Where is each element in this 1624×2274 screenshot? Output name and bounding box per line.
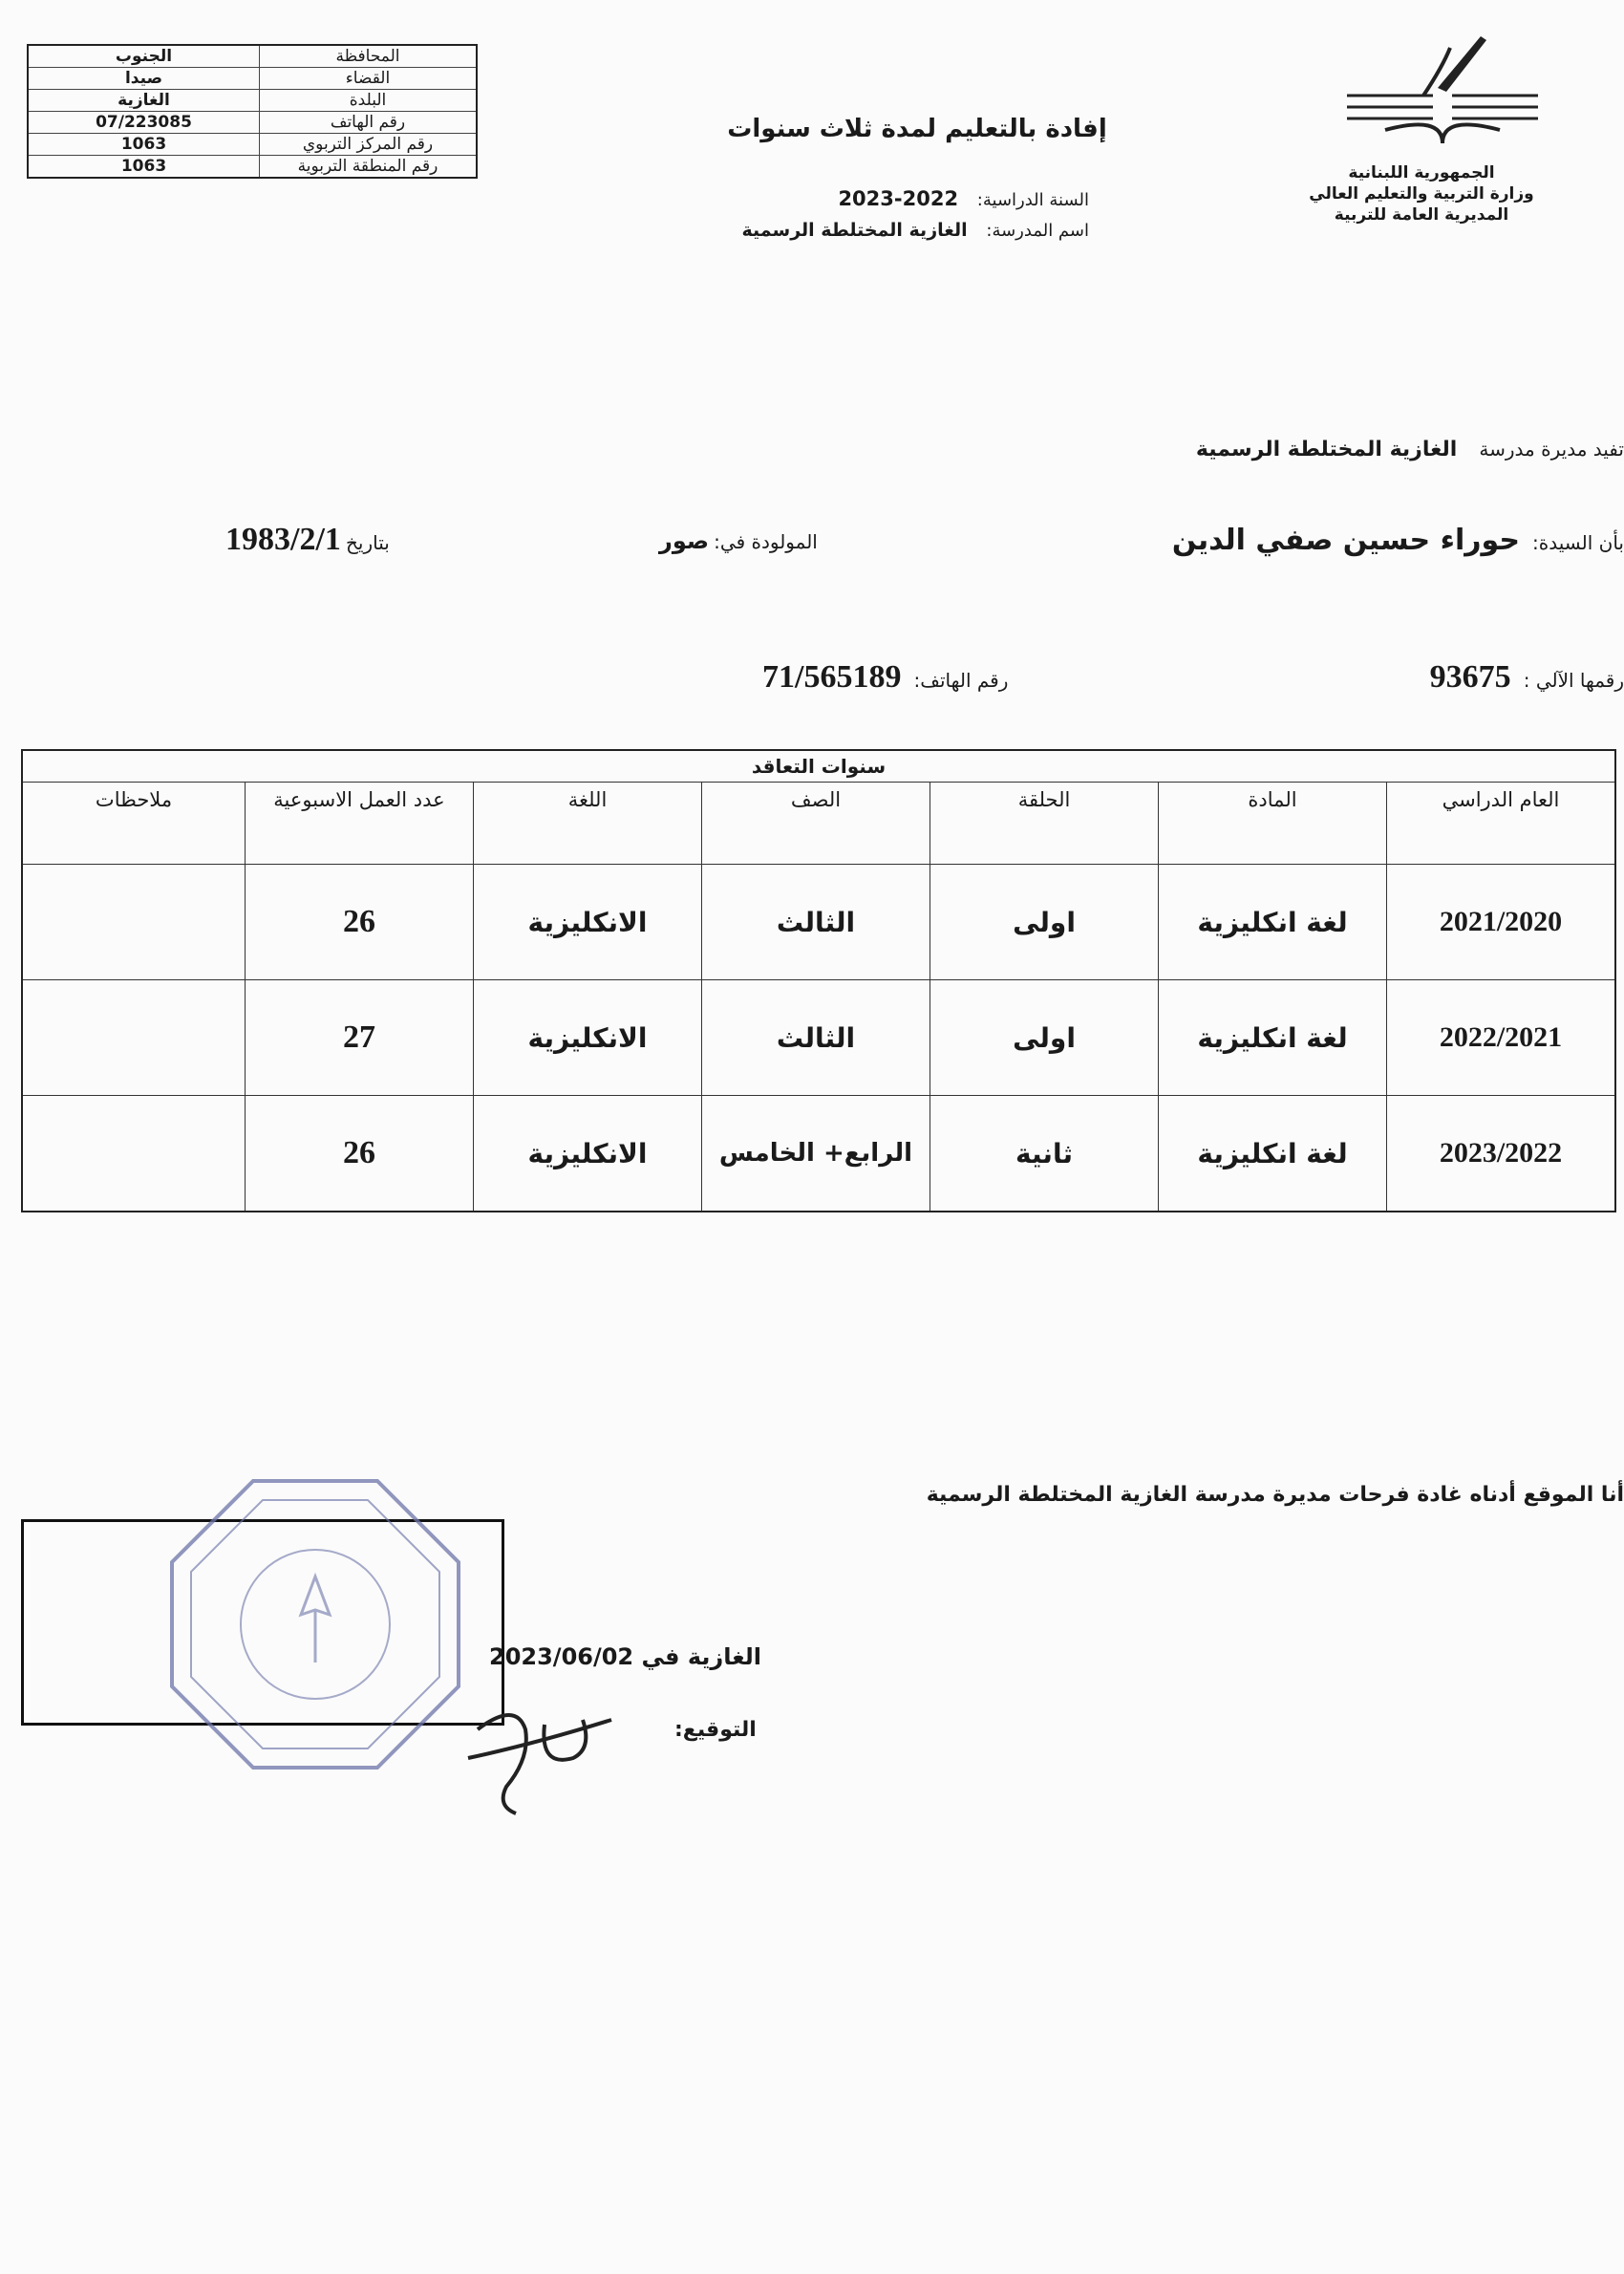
info-value: الجنوب [28, 45, 260, 68]
cell-weekly-hours: 26 [246, 865, 474, 980]
phone-line [762, 659, 1008, 696]
info-row [28, 112, 477, 134]
directorate-name: المديرية العامة للتربية [1334, 205, 1509, 225]
cell-weekly-hours: 26 [246, 1096, 474, 1212]
school-name-line [659, 220, 1089, 241]
cell-year: 2022/2021 [1387, 980, 1616, 1096]
cell-notes [22, 980, 246, 1096]
cell-cycle: اولى [930, 980, 1159, 1096]
person-name: حوراء حسين صفي الدين [1171, 524, 1520, 557]
place-date: الغازية في 2023/06/02 [489, 1643, 762, 1670]
info-value: الغازية [28, 90, 260, 112]
info-row [28, 45, 477, 68]
signature-label: التوقيع: [674, 1718, 757, 1742]
header-class: الصف [702, 783, 930, 865]
born-place: صور [659, 527, 710, 554]
cell-notes [22, 1096, 246, 1212]
ministry-name: وزارة التربية والتعليم العالي [1309, 184, 1534, 204]
info-label: المحافظة [260, 45, 478, 68]
cell-year: 2021/2020 [1387, 865, 1616, 980]
intro-school: الغازية المختلطة الرسمية [1195, 438, 1458, 461]
info-row [28, 68, 477, 90]
info-row [28, 90, 477, 112]
cell-subject: لغة انكليزية [1159, 865, 1387, 980]
cell-cycle: ثانية [930, 1096, 1159, 1212]
info-label: البلدة [260, 90, 478, 112]
school-year-label: السنة الدراسية: [976, 190, 1089, 210]
cell-subject: لغة انكليزية [1159, 980, 1387, 1096]
header-notes: ملاحظات [22, 783, 246, 865]
official-stamp-icon [162, 1471, 468, 1777]
cell-notes [22, 865, 246, 980]
born-line [659, 527, 818, 554]
date-label: بتاريخ [346, 531, 390, 554]
cell-subject: لغة انكليزية [1159, 1096, 1387, 1212]
id-line [1430, 659, 1624, 696]
cell-cycle: اولى [930, 865, 1159, 980]
id-label: رقمها الآلي : [1523, 669, 1624, 692]
cell-language: الانكليزية [474, 980, 702, 1096]
info-label: رقم المنطقة التربوية [260, 156, 478, 179]
info-label: القضاء [260, 68, 478, 90]
cell-language: الانكليزية [474, 1096, 702, 1212]
info-value: صيدا [28, 68, 260, 90]
info-label: رقم الهاتف [260, 112, 478, 134]
contract-years-table [21, 749, 1616, 1212]
table-row [22, 865, 1615, 980]
cell-weekly-hours: 27 [246, 980, 474, 1096]
info-value: 1063 [28, 156, 260, 179]
ministry-header [1269, 162, 1574, 225]
intro-line [1196, 438, 1624, 461]
info-value: 1063 [28, 134, 260, 156]
cell-class: الثالث [702, 865, 930, 980]
info-label: رقم المركز التربوي [260, 134, 478, 156]
info-row [28, 134, 477, 156]
header-subject: المادة [1159, 783, 1387, 865]
phone-number: 71/565189 [762, 659, 902, 695]
lady-label: بأن السيدة: [1532, 531, 1624, 554]
table-row [22, 980, 1615, 1096]
document-title: إفادة بالتعليم لمدة ثلاث سنوات [727, 115, 1107, 143]
republic-name: الجمهورية اللبنانية [1348, 163, 1495, 182]
school-name-label: اسم المدرسة: [986, 221, 1089, 241]
phone-label: رقم الهاتف: [913, 669, 1009, 692]
person-id: 93675 [1429, 659, 1511, 695]
header-cycle: الحلقة [930, 783, 1159, 865]
school-year-line [793, 187, 1089, 210]
header-language: اللغة [474, 783, 702, 865]
school-year-value: 2022-2023 [838, 187, 959, 210]
declaration-text: أنا الموقع أدناه غادة فرحات مديرة مدرسة الغازية المختلطة الرسمية [926, 1483, 1624, 1507]
intro-text: تفيد مديرة مدرسة [1479, 438, 1624, 461]
info-value: 07/223085 [28, 112, 260, 134]
table-row [22, 1096, 1615, 1212]
person-lady-line [1172, 524, 1624, 557]
cell-year: 2023/2022 [1387, 1096, 1616, 1212]
table-caption: سنوات التعاقد [22, 750, 1615, 783]
header-weekly-hours: عدد العمل الاسبوعية [246, 783, 474, 865]
birth-date: 1983/2/1 [225, 522, 341, 557]
handwritten-signature-icon [449, 1691, 640, 1825]
birth-date-line [225, 522, 390, 558]
cell-language: الانكليزية [474, 865, 702, 980]
info-row [28, 156, 477, 179]
school-info-table [27, 44, 478, 179]
cell-class: الثالث [702, 980, 930, 1096]
school-name-value: الغازية المختلطة الرسمية [741, 220, 968, 241]
born-label: المولودة في: [714, 530, 818, 553]
cell-class: الرابع+ الخامس [702, 1096, 930, 1212]
header-year: العام الدراسي [1387, 783, 1616, 865]
